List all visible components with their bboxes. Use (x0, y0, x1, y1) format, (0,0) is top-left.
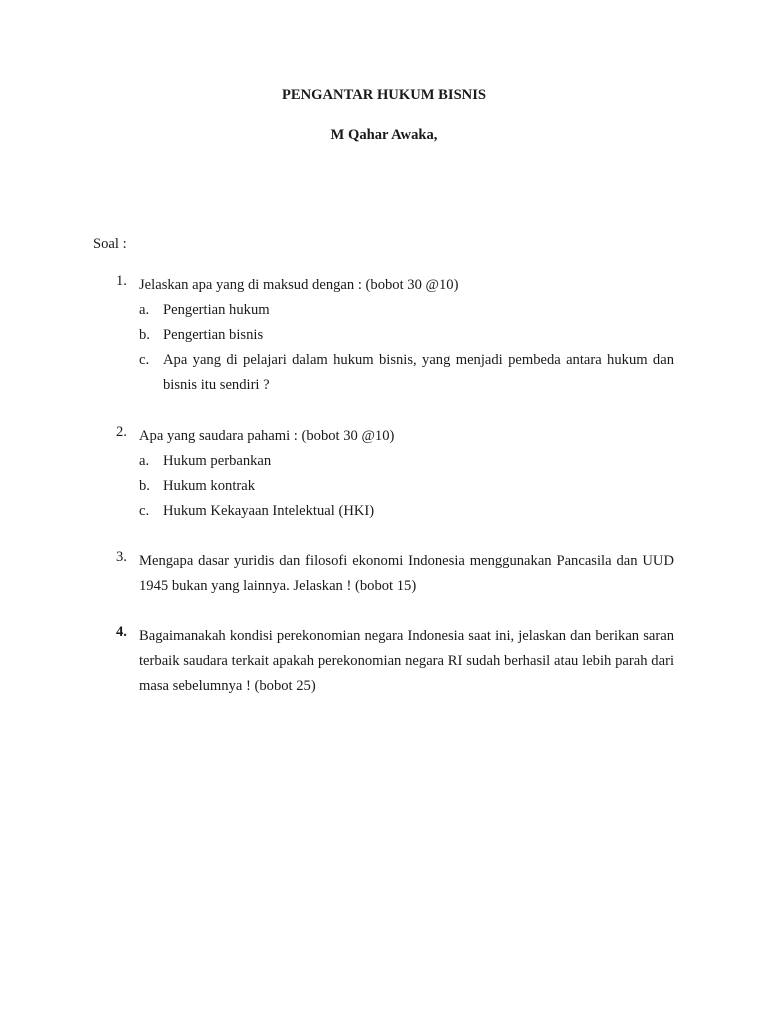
sub-item (139, 449, 674, 474)
question-text: Apa yang saudara pahami : (bobot 30 @10) (139, 428, 395, 444)
sub-item (139, 499, 674, 524)
sub-item-text: Pengertian hukum (163, 302, 270, 318)
sub-item-letter: a. (139, 453, 150, 469)
question-text: Jelaskan apa yang di maksud dengan : (bobot 30 @10) (139, 277, 459, 293)
question-text: Mengapa dasar yuridis dan filosofi ekonomi Indonesia menggunakan Pancasila dan UUD 1945 bukan yang lainnya. Jelaskan ! (bobot 15) (139, 553, 674, 594)
document-title: PENGANTAR HUKUM BISNIS (281, 87, 487, 103)
question-number: 1. (116, 273, 127, 289)
question-4 (116, 624, 674, 699)
sub-item-letter: b. (139, 478, 150, 494)
document-author: M Qahar Awaka, (330, 127, 438, 143)
question-3 (116, 549, 674, 599)
sub-item-text: Pengertian bisnis (163, 327, 264, 343)
question-2 (116, 424, 674, 524)
sub-item (139, 298, 674, 323)
sub-item-text: Hukum kontrak (163, 478, 256, 494)
sub-item (139, 348, 674, 398)
sub-item-text: Hukum perbankan (163, 453, 272, 469)
question-1 (116, 273, 674, 398)
sub-item-text: Apa yang di pelajari dalam hukum bisnis, yang menjadi pembeda antara hukum dan bisnis itu sendiri ? (163, 352, 674, 393)
question-number: 4. (116, 624, 127, 640)
sub-item-letter: c. (139, 352, 150, 368)
question-number: 2. (116, 424, 127, 440)
sub-item-letter: b. (139, 327, 150, 343)
question-text: Bagaimanakah kondisi perekonomian negara Indonesia saat ini, jelaskan dan berikan saran terbaik saudara terkait apakah perekonomian negara RI sudah berhasil atau lebih parah dari masa sebelumnya ! (bobot 25) (139, 628, 674, 694)
sub-item-letter: c. (139, 503, 150, 519)
soal-label: Soal : (93, 236, 127, 252)
sub-item-text: Hukum Kekayaan Intelektual (HKI) (163, 503, 375, 519)
sub-item (139, 323, 674, 348)
question-number: 3. (116, 549, 127, 565)
sub-item-letter: a. (139, 302, 150, 318)
sub-item (139, 474, 674, 499)
